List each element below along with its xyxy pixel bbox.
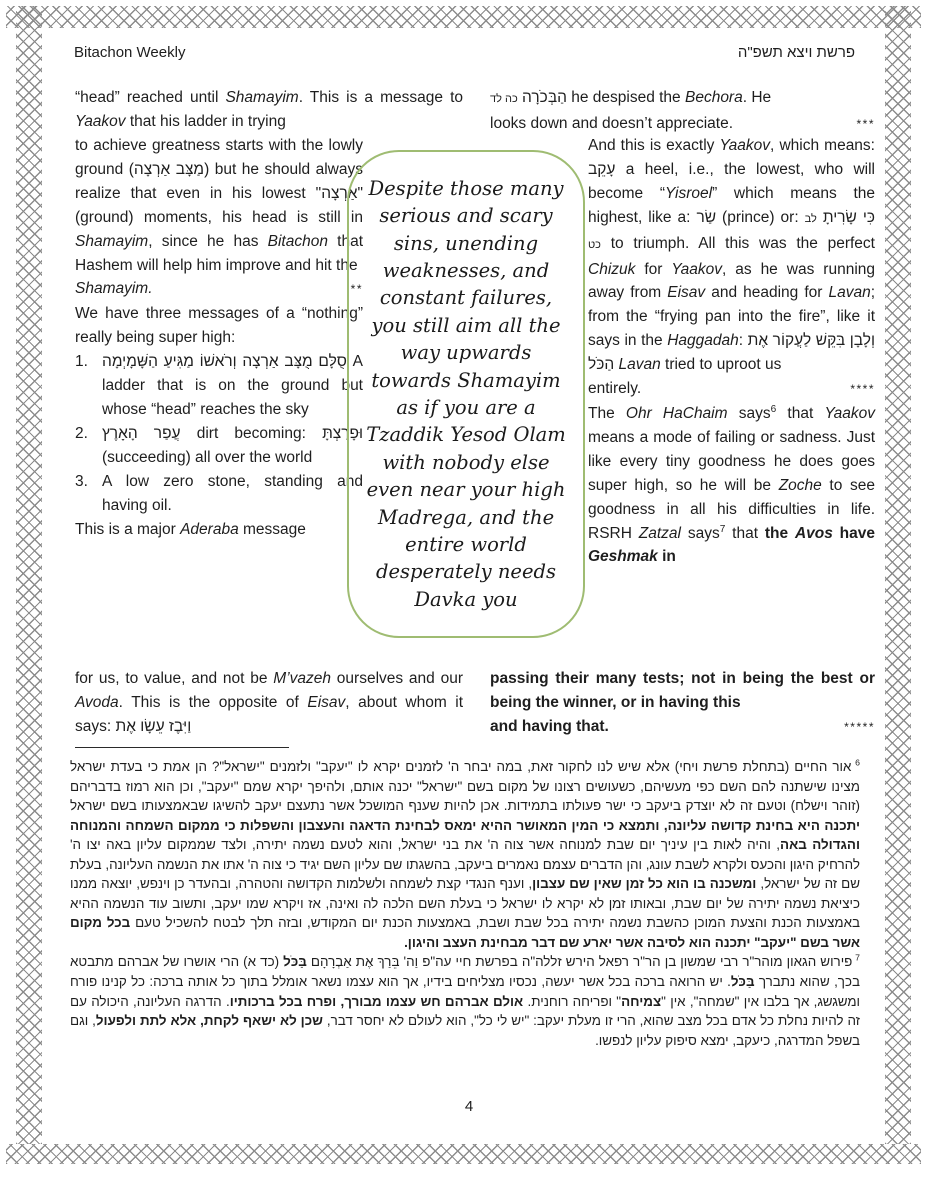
paragraph-end-text: looks down and doesn’t appreciate. (490, 114, 733, 132)
paragraph: This is a major Aderaba message (75, 520, 306, 538)
footnote-7: $^7$ פירוש הגאון מוהר"ר רבי שמשון בן הר"ר רפאל הירש זללה"ה בפרשת חיי עה"פ וַה' בֵּרַךְ אֶת אַבְרָהָם בַּכֹּל (כד א) הרי אושרו של אברהם מתבטא בכך, שהוא נתברך בַּכֹּל. יש הרואה ברכה בכל אשר יעשה, נכסיו מצליחים בידיו, אך הוא עצמו נשאר אומלל בתוך כל אותה ברכה: כל קנינו פורח ומשגשג, אך בלבו אין "שמחה", אין "צמיחה" ופריחה רוחנית. אולם אברהם חש עצמו מבורך, ופרח בכל ברכותיו. הדרגה העליונה, היכולה עם זה להיות נחלת כל אדם בכל מצב שהוא, הרי זו מעלת יעקב: "יש לי כל", הוא לעולם לא יחסר דבר, שכן לא ישאף לקחת, אלא לתת ולפעול, וגם בשפל המדרגה, כיעקב, ימצא סיפוק עליון לנפשו. (70, 953, 861, 1048)
list-item (75, 422, 363, 470)
paragraph-end-text: Shamayim. (75, 280, 153, 298)
section-divider-stars: ***** (844, 719, 875, 734)
list-text: A low zero stone, standing and having oil. (102, 472, 363, 514)
paragraph: The Ohr HaChaim says$^6$ that Yaakov means a mode of failing or sadness. Just like every tiny goodness he does goes super high, so he will be Zoche to see goodness in all his difficulties in life. RSRH Zatzal says$^7$ that the Avos have Geshmak in (588, 403, 876, 566)
parsha-date: פרשת ויצא תשפ"ה (737, 44, 855, 61)
paragraph: We have three messages of a “nothing” really being super high: (75, 305, 363, 347)
paragraph: הַבְּכֹרָה כה לד he despised the Bechora. He (490, 89, 772, 106)
page-number: 4 (464, 1098, 474, 1115)
list-number: 3. (75, 472, 88, 490)
section-divider-stars: ** (350, 282, 363, 297)
footnote-separator (75, 747, 289, 748)
paragraph: to achieve greatness starts with the lowly ground (מַצָּב אַרְצָה) but he should always realize that even in his lowest "אַרְצָה" (ground) moments, his head is still in Shamayim, since he has Bitachon that Hashem will help him improve and hit the (75, 137, 363, 274)
newsletter-title: Bitachon Weekly (74, 44, 186, 61)
quote-box (347, 150, 585, 638)
list-number: 1. (75, 353, 88, 371)
page-border-left (16, 6, 42, 1144)
page-header (74, 44, 855, 61)
paragraph-end-line (588, 377, 875, 402)
right-column-bottom-wide (490, 667, 875, 740)
quote-text: Despite those many serious and scary sins, unending weaknesses, and constant failures, you still aim all the way upwards towards Shamayim as if you are a Tzaddik Yesod Olam with nobody else even near your high Madrega, and the entire world desperately needs Davka you (366, 176, 566, 611)
list-item (75, 470, 363, 518)
list-text: עֲפַר הָאָרֶץ dirt becoming: וּפָרַצְתָּ (succeeding) all over the world (102, 424, 363, 466)
left-column-intro-wide: “head” reached until Shamayim. This is a message to Yaakov that his ladder in trying (75, 89, 463, 130)
right-column (588, 134, 875, 569)
list-text: סֻלָּם מֻצָּב אַרְצָה וְרֹאשׁוֹ מַגִּיעַ הַשָּׁמָיְמָה A ladder that is on the ground but whose “head” reaches the sky (102, 353, 363, 418)
list-item (75, 350, 363, 422)
paragraph: passing their many tests; not in being the best or being the winner, or in having this (490, 670, 875, 711)
footnotes (70, 757, 860, 1050)
section-divider-stars: *** (856, 116, 875, 131)
left-column (75, 134, 363, 541)
paragraph: And this is exactly Yaakov, which means: עָקֵב a heel, i.e., the lowest, who will become “Yisroel” which means the highest, like a: שַׂר (prince) or: כִּי שָׂרִיתָ לב כט to triumph. All this was the perfect Chizuk for Yaakov, as he was running away from Eisav and heading for Lavan; from the “frying pan into the fire”, like it says in the Haggadah: וְלָבָן בִּקֵּשׁ לַעֲקוֹר אֶת הַכֹּל Lavan tried to uproot us (588, 137, 875, 374)
footnote-6: $^6$ אור החיים (בתחלת פרשת ויחי) אלא שיש לנו לחקור זאת, במה יבחר ה' לזמנים יקרא לו "יעקב" ולזמנים "ישראל"? הן אמת כי בעדת ישראל מצינו שישתנה להם השם כפי מעשיהם, כשעושים רצונו של מקום בשם "ישראל" יכנה אותם, ולהיפך יקרא שמם "יעקב", וכן הוא רמוז בדבריהם (זוהר וישלח) וטעם זה לא יוצדק ביעקב כי ישר פעולתו בתמידות. אכן להיות שענף המושכל אשר נתעצם יעקב להשיגו שבאמצעותו בשם ישראל יתכנה היא בחינת קדושה עליונה, ותמצא כי המין המאושר ההיא ימאס לבחינת הדאגה והעצבון והשפלות כי ממקום השמחה והמנוחה והגדולה באה, והיה לאות בין עיניך יום שבת למנוחה אשר צוה ה' את בני ישראל, והוא לטעם נשמה יתירה, ולצד שממקום עליון באה יצו ה' להרחיק היגון והכעס ולקרא לשבת עונג, והן הדברים עצמם נאמרים ביעקב, בהשגתו שם עליון השם יגיד כי צוה ה' אתו את הנשמה העליונה, בעלת שם זה של ישראל, ומשכנה בו הוא כל זמן שאין שם עצבון, וענף הנגדי קצת לשמחה ולשלמות הקדושה והטהרה, ובהעדר כן וינפש, יוצאה ממנו כיציאת נשמה יתירה של יום שבת, ובאותו זמן לא יקרא לו ישראל כי בעלת השם הלכה לה ואינה, אז ויקרא שמו יעקב, ותשוב עוד הנשמה ההיא באמצעות הכנת והצעת המוכן כהשבת נשמה יתירה בכל שבת ושבת, באמצעות הכנת יום המקודש, ובזה תלך לבטח להשכיל טעם בכל מקום אשר בשם "יעקב" יתכנה הוא לסיבה אשר יארע שם דבר מבחינת העצב והיגון. (70, 757, 861, 950)
list-number: 2. (75, 424, 88, 442)
paragraph-end-line (75, 277, 363, 302)
right-column-intro-wide (490, 86, 875, 137)
paragraph-end-line (490, 715, 875, 740)
paragraph-end-text: and having that. (490, 717, 609, 735)
page-border-right (885, 6, 911, 1144)
paragraph-end-text: entirely. (588, 380, 642, 398)
left-column-bottom-wide: for us, to value, and not be M’vazeh ourselves and our Avoda. This is the opposite of Eisav, about whom it says: וַיִּבֶז עֵשָׂו אֶת (75, 670, 464, 735)
page-border-top (6, 6, 921, 28)
section-divider-stars: **** (850, 382, 875, 397)
page-border-bottom (6, 1144, 921, 1164)
